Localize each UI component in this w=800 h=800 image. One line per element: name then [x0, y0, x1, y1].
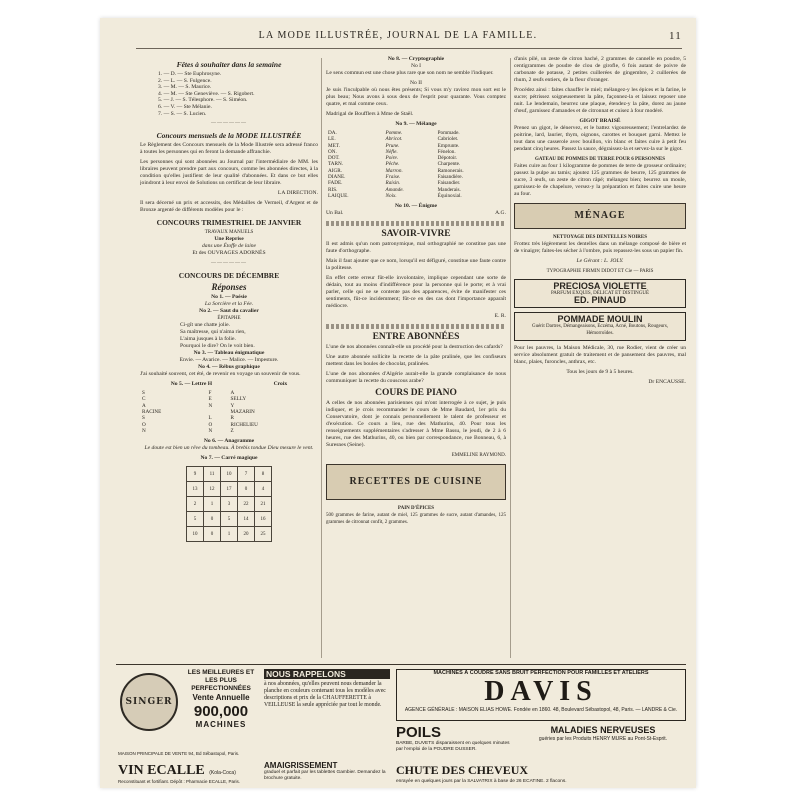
table-cell: Poire.: [385, 155, 399, 162]
ad-text: Reconstituant et fortifiant. Dépôt : Pharmacie ECALLE, Paris.: [118, 779, 241, 784]
ad-title: NOUS RAPPELONS: [264, 669, 390, 679]
ad-brand: ED. PINAUD: [573, 295, 626, 305]
ad-amaigrissement: [264, 761, 390, 785]
ad-ecalle: [118, 761, 260, 785]
grid-cell: 8: [255, 467, 272, 482]
table-cell: A: [142, 402, 146, 409]
table-cell: Raisin.: [385, 180, 401, 187]
list-item: 1. — D. — Ste Euphrosyne.: [158, 71, 222, 77]
recipe-title: GIGOT BRAISÉ: [579, 118, 621, 124]
paragraph: Procédez ainsi : faites chauffer le miel; mélangez-y les épices et la farine, le sucre; pétrissez soigneusement la pâte, façonnez-la et laissez reposer une nuit. Le lendemain, beurrez une plaque, étendez-y la pâte, dorez au jaune d'œuf, garnissez d'amandes et de citronnat et cuisez à four modéré.: [514, 87, 686, 114]
melange-table: [326, 130, 506, 199]
paragraph: Prenez un gigot, le dénervez, et le battez vigoureusement; l'entrelardez de poitrine, lard, laurier, thym, oignons, carottes et bouquet garni. Mettez le tout dans une casserole avec bouillon, vin blanc et faites cuire à petit feu pendant cinq heures. Passez la sauce, dégraissez-la et servez-la sur le gigot.: [514, 125, 686, 152]
answer-heading: No 3. — Tableau énigmatique: [193, 350, 265, 357]
column-left: [140, 56, 318, 660]
answer-heading: No 8. — Cryptographie: [387, 56, 445, 62]
grid-cell: 20: [238, 527, 255, 542]
table-cell: RACINE: [142, 409, 162, 416]
answer-heading: No 9. — Mélange: [395, 121, 437, 127]
menage-vignette: [514, 203, 686, 229]
concours-title: Concours mensuels de la MODE ILLUSTRÉE: [156, 131, 302, 141]
ad-nerveuses: [520, 725, 686, 757]
paragraph: Faites cuire au four 1 kilogramme de pommes de terre de grosseur ordinaire; passez la pulpe au tamis; ajoutez 125 grammes de beurre, 125 grammes de sucre, 3 œufs, un zeste de citron râpé; mélangez bien; beurrez un moule, garnissez-le de chapelure, versez-y la préparation et faites cuire une heure au four.: [514, 163, 686, 197]
table-cell: ON.: [328, 148, 337, 155]
sub-heading: No I: [410, 63, 422, 69]
gerant-line: Le Gérant : L. JOLY.: [576, 258, 624, 264]
table-cell: S: [142, 415, 145, 422]
imprimerie-line: TYPOGRAPHIE FIRMIN DIDOT ET Cie — PARIS: [546, 269, 654, 274]
grid-cell: 1: [204, 497, 221, 512]
table-cell: DOT.: [328, 155, 340, 162]
ad-text: AGENCE GÉNÉRALE : MAISON ELIAS HOWE. Fondée en 1860. 48, Boulevard Sébastopol, 48, Paris. — LANDRE & Cie.: [404, 707, 678, 713]
paragraph: Les personnes qui sont abonnées au Journal par l'intermédiaire de MM. les libraires peuvent prendre part aux concours, comme les abonnées directes, à la condition qu'elles justifient de leur qualité d'abonnées. Et dans ce but elles joindront à leur envoi de Solutions un certificat de leur libraire.: [140, 159, 318, 187]
table-cell: RICHELIEU: [230, 421, 258, 428]
entre-abonnees-title: ENTRE ABONNÉES: [372, 332, 460, 343]
ad-davis: [396, 669, 686, 721]
answer-heading: No 5. — Lettre H: [170, 381, 213, 388]
grid-cell: 17: [221, 482, 238, 497]
table-cell: O: [142, 421, 146, 428]
table-cell: Dépotoir.: [437, 155, 458, 162]
davis-logo: DAVIS: [484, 676, 598, 707]
table-cell: TARN.: [328, 161, 344, 168]
ad-poils: [396, 725, 516, 757]
table-cell: LAIQUE.: [328, 192, 349, 199]
menage-title: MÉNAGE: [574, 210, 626, 221]
answer-heading: No 2. — Saut du cavalier: [199, 308, 259, 315]
table-cell: O: [208, 421, 213, 428]
paragraph: Le Règlement des Concours mensuels de la Mode Illustrée sera adressé franco à toutes les personnes qui en feront la demande affranchie.: [140, 142, 318, 156]
ad-title: CHUTE DES CHEVEUX: [396, 763, 529, 777]
epitaphe-label: ÉPITAPHE: [217, 316, 241, 322]
grid-cell: 4: [255, 482, 272, 497]
grid-cell: 10: [187, 527, 204, 542]
ad-rappelons: [264, 669, 390, 761]
page-header: [100, 30, 696, 46]
table-cell: E: [208, 396, 212, 403]
ad-title: PRECIOSA VIOLETTE: [553, 281, 647, 291]
table-cell: Nèfle.: [385, 148, 398, 155]
separator: ——————: [211, 261, 247, 267]
ad-text: BARBE, DUVETS disparaissent en quelques minutes par l'emploi de la POUDRE DUSSER.: [396, 741, 510, 752]
list-item: 5. — J. — S. Télesphore. — S. Siméon.: [158, 97, 248, 104]
ad-title: VIN ECALLE: [118, 763, 205, 778]
column-middle: [326, 56, 506, 660]
table-cell: A: [230, 390, 235, 397]
ad-title: MALADIES NERVEUSES: [550, 725, 656, 735]
answer-text: La Sorcière et la Fée.: [204, 301, 254, 308]
ad-text: Guérit Dartres, Démangeaisons, Eczéma, Acné, Boutons, Rougeurs, Hémorroïdes.: [531, 324, 669, 336]
table-cell: Prune.: [385, 142, 400, 149]
grid-cell: 9: [187, 467, 204, 482]
answer-heading: No 4. — Rébus graphique: [198, 364, 260, 371]
grid-cell: 14: [238, 512, 255, 527]
separator: ——————: [211, 121, 247, 127]
table-cell: Équinoxial.: [437, 192, 462, 199]
paragraph: Le sens commun est une chose plus rare que son nom ne semble l'indiquer.: [326, 70, 494, 76]
table-cell: C: [142, 396, 146, 403]
paragraph: Une autre abonnée sollicite la recette de la pâte pralinée, que les confiseurs mettent dans les boules de chocolat, pralinées.: [326, 354, 506, 368]
answer-heading: No 10. — Énigme: [395, 203, 437, 210]
table-cell: N: [208, 402, 213, 409]
poem-line: L'aima jusques à la folie.: [180, 336, 236, 343]
table-cell: Pomme.: [385, 130, 403, 136]
table-cell: N: [142, 427, 146, 434]
list-item: 3. — M. — S. Maurice.: [158, 84, 212, 91]
ad-text: MACHINES: [195, 720, 247, 729]
poem-line: Pourquoi le dire? On le voit bien.: [180, 343, 255, 350]
seal-label: SINGER: [125, 696, 173, 707]
table-cell: FADE.: [328, 180, 343, 187]
grid-cell: 0: [204, 527, 221, 542]
answer-text: Un Bal.: [326, 210, 344, 217]
table-cell: Faisandière.: [437, 174, 463, 181]
table-cell: F: [208, 390, 212, 397]
list-item: 6. — V. — Ste Mélanie.: [158, 103, 212, 110]
table-cell: Y: [230, 402, 235, 409]
ouvrages-label: Et des OUVRAGES ADORNÉS: [192, 250, 266, 257]
reponses-title: Réponses: [211, 282, 247, 293]
grid-cell: 5: [221, 512, 238, 527]
ad-subtitle: (Kola-Coca): [209, 770, 236, 776]
list-item: 4. — M. — Ste Geneviève. — S. Rigobert.: [158, 90, 255, 97]
decembre-title: CONCOURS DE DÉCEMBRE: [178, 271, 280, 281]
table-cell: Manderais.: [437, 186, 461, 193]
paragraph: A celles de nos abonnées parisiennes qui m'ont interrogée à ce sujet, je puis indiquer, et je crois recommander le cours de Mme Baudard, 1er prix du Conservatoire, dont je connais personnellement le talent de professeur et d'exécution. Ce cours a lieu, rue des Mathurins, 40. Pour tous les renseignements supplémentaires s'adresser à Mme Bassu, le jeudi, de 2 à 6 heures, rue des Mathurins, 40, ou bien par correspondance, rue Bonneau, 6, à Suresnes (Seine).: [326, 400, 506, 449]
ad-title: POILS: [396, 725, 442, 741]
paragraph: Frottez très légèrement les dentelles dans un mélange composé de bière et de vinaigre; faites-les sécher à l'ombre, puis repassez-les sous un papier fin.: [514, 241, 686, 254]
ad-title: MACHINES À COUDRE SANS BRUIT PERFECTION POUR FAMILLES ET ATELIERS: [433, 670, 649, 676]
table-cell: Marron.: [385, 167, 403, 174]
ad-pommade: [514, 312, 686, 341]
grid-cell: 3: [221, 497, 238, 512]
signature: LA DIRECTION.: [277, 190, 318, 197]
signature: Dr ENCAUSSE.: [648, 379, 686, 385]
paragraph: Mais il faut ajouter que ce nom, lorsqu'il est défiguré, constitue une faute contre la politesse.: [326, 258, 506, 272]
answer-text: Envie. — Avarice. — Malice. — Impesture.: [179, 357, 279, 364]
grid-cell: 22: [238, 497, 255, 512]
grid-cell: 21: [255, 497, 272, 512]
ad-text: graduel et parfait par les tablettes Gambier. Demandez la brochure gratuite.: [264, 770, 386, 781]
answer-text: Le doute est bien un rêve du tombeau. À brebis tondue Dieu mesure le vent.: [144, 445, 314, 452]
column-divider: [510, 58, 511, 658]
table-cell: L: [208, 415, 212, 422]
signature: EMMELINE RAYMOND.: [451, 453, 506, 459]
poem: [140, 322, 318, 350]
ad-title: POMMADE MOULIN: [557, 314, 643, 324]
recipe-title: GATEAU DE POMMES DE TERRE POUR 6 PERSONNES: [535, 157, 665, 162]
table-cell: RIS.: [328, 186, 338, 193]
paragraph: L'une de nos abonnées d'Algérie aurait-elle la grande complaisance de nous communiquer la recette du couscous arabe?: [326, 371, 506, 385]
table-cell: DIANE.: [328, 174, 346, 181]
table-cell: Fénelon.: [437, 148, 456, 155]
grid-cell: 25: [255, 527, 272, 542]
table-cell: Charpente.: [437, 161, 461, 168]
ad-preciosa: [514, 279, 686, 308]
answer-heading: No 1. — Poésie: [211, 294, 247, 301]
grid-cell: 10: [221, 467, 238, 482]
table-cell: DA.: [328, 130, 337, 136]
grid-cell: 5: [187, 512, 204, 527]
table-cell: Noix.: [385, 192, 397, 199]
answer-text: J'ai souhaité souvent, cet été, de revenir en voyage un souvenir de vous.: [140, 371, 301, 378]
recipe-title: NETTOYAGE DES DENTELLES NOIRES: [552, 235, 648, 240]
table-cell: Amande.: [385, 186, 404, 193]
grid-cell: 16: [255, 512, 272, 527]
answer-heading-row: [140, 381, 318, 388]
table-cell: Ramonerais.: [437, 167, 464, 174]
ad-text: enrayée en quelques jours par la SALVATRIX à base de 26 ECATINE. 2 flacons.: [396, 779, 567, 784]
enigme-answer-row: [326, 210, 506, 217]
reprise-label: Une Reprise: [214, 236, 244, 243]
lettre-h-table: [140, 390, 318, 434]
madrigal-line: Madrigal de Boufflers à Mme de Staël.: [326, 111, 414, 117]
grid-cell: 7: [238, 467, 255, 482]
ad-text: à nos abonnées, qu'elles peuvent nous demander la planche en couleurs contenant tous les modèles avec descriptions et prix de la CHAUFFERETTE à VEILLEUSE la seule appréciée par tout le monde.: [264, 681, 386, 708]
table-cell: Z: [230, 427, 234, 434]
table-cell: Pommade.: [437, 130, 460, 136]
table-cell: Emprunte.: [437, 142, 460, 149]
ornament-divider: [326, 221, 506, 226]
grid-cell: 13: [187, 482, 204, 497]
newspaper-page: [100, 18, 696, 788]
ad-singer-address: MAISON PRINCIPALE DE VENTE 94, Bd Sébastopol, Paris.: [118, 751, 240, 756]
ornament-divider: [326, 324, 506, 329]
paragraph: d'anis pilé, un zeste de citron haché, 2 grammes de cannelle en poudre, 5 centigrammes de poudre de clou de girofle, 6 fois autant de poivre de carbonate de potasse, 2 petites cuillerées de gingembre, 2 cuillerées de rhum, 2 œufs entiers, de la fleur d'oranger.: [514, 56, 686, 83]
grid-cell: 12: [204, 482, 221, 497]
ad-title: LES MEILLEURES ET LES PLUS PERFECTIONNÉES: [187, 669, 255, 692]
table-cell: S: [142, 390, 145, 397]
poem-line: Ci-gît une chatte jolie.: [180, 322, 231, 329]
journal-title: LA MODE ILLUSTRÉE, JOURNAL DE LA FAMILLE.: [258, 30, 538, 41]
header-rule: [136, 48, 682, 49]
cours-piano-title: COURS DE PIANO: [375, 388, 457, 399]
list-item: 7. — S. — S. Lucien.: [158, 110, 207, 117]
paragraph: En effet cette erreur fût-elle involontaire, implique cependant une sorte de dédain, tout au moins d'indifférence pour la personne qui le porte; et à vrai parler, celle qui ne se contente pas des apparences, évite de manifester ces sentiments, fût-ce incidemment; fût-ce en des cas dont l'importance apparaît médiocre.: [326, 275, 506, 310]
ad-singer: [182, 669, 260, 751]
trimestriel-title: CONCOURS TRIMESTRIEL DE JANVIER: [156, 218, 302, 228]
table-cell: MAZARIN: [230, 409, 255, 416]
grid-cell: 0: [204, 512, 221, 527]
sub-heading: No II: [410, 80, 422, 86]
signature: A.G.: [495, 210, 506, 217]
fetes-list: [140, 71, 318, 117]
column-divider: [321, 58, 322, 658]
table-cell: Fraise.: [385, 174, 401, 181]
recettes-vignette: [326, 464, 506, 500]
column-right: [514, 56, 686, 660]
answer-heading: No 7. — Carré magique: [200, 455, 258, 462]
table-cell: Cabriolet.: [437, 136, 459, 143]
table-cell: AIGR.: [328, 167, 342, 174]
ad-text: Vente Annuelle: [192, 693, 250, 702]
answer-heading: No 6. — Anagramme: [203, 438, 255, 445]
page-number: 11: [669, 30, 682, 42]
table-cell: Pêche.: [385, 161, 400, 168]
table-cell: R: [230, 415, 235, 422]
table-cell: N: [208, 427, 213, 434]
paragraph: Il est admis qu'un nom patronymique, mal orthographié ne constitue pas une faute d'orthographe.: [326, 241, 506, 255]
table-cell: LE.: [328, 136, 336, 143]
ad-subtitle: PARFUM EXQUIS, DÉLICAT ET DISTINGUÉ: [550, 291, 650, 296]
travaux-label: TRAVAUX MANUELS: [204, 230, 254, 236]
grid-cell: 2: [187, 497, 204, 512]
fetes-title: Fêtes à souhaiter dans la semaine: [176, 60, 282, 69]
magic-square: [186, 466, 272, 542]
paragraph: Je suis l'inculpable où nous êtes présents; Si vous m'y ravirez mon sort est le plus beau; Nous avons à sous deux de l'esprit pour quarante. Vous comptez quatre, et mal comme ceux.: [326, 87, 506, 107]
signature: E. R.: [494, 313, 506, 320]
recettes-title: RECETTES DE CUISINE: [349, 476, 483, 488]
table-cell: SELLY: [230, 396, 247, 403]
savoir-vivre-title: SAVOIR-VIVRE: [381, 229, 451, 240]
table-cell: Faisandier.: [437, 180, 461, 187]
grid-cell: 0: [238, 482, 255, 497]
singer-seal-icon: [120, 673, 178, 731]
reprise-sub: dans une Étoffe de laine: [201, 243, 257, 250]
advertisement-band: [116, 664, 686, 784]
recipe-title: PAIN D'ÉPICES: [397, 506, 435, 512]
grid-cell: 1: [221, 527, 238, 542]
ad-number: 900,000: [193, 703, 249, 720]
list-item: 2. — L. — S. Fulgence.: [158, 77, 212, 84]
paragraph: 500 grammes de farine, autant de miel, 125 grammes de sucre, autant d'amandes, 125 grammes de citronnat confit, 2 grammes.: [326, 513, 506, 526]
poem-line: Sa maîtresse, qui n'aima rien,: [180, 329, 246, 336]
croix-heading: Croix: [273, 381, 288, 388]
paragraph: L'une de nos abonnées connaît-elle un procédé pour la destruction des cafards?: [326, 344, 503, 351]
table-cell: Abricot.: [385, 136, 403, 143]
ad-chute: [396, 761, 686, 785]
paragraph: Pour les pauvres, la Maison Médicale, 30, rue Rodier, vient de créer un service absolument gratuit de traitement et de pansement des pauvres, mal blanc, plaies, furoncles, anthrax, etc.: [514, 345, 686, 365]
paragraph: Il sera décerné un prix et accessits, des Médailles de Vermeil, d'Argent et de Bronze argenté de différents modèles pour le :: [140, 200, 318, 214]
grid-cell: 11: [204, 467, 221, 482]
ad-title: AMAIGRISSEMENT: [264, 761, 338, 770]
table-cell: MET.: [328, 142, 340, 149]
ad-text: guéries par les Produits HENRY MURE au Pont-St-Esprit.: [538, 736, 668, 742]
paragraph: Tous les jours de 9 à 5 heures.: [566, 369, 634, 375]
